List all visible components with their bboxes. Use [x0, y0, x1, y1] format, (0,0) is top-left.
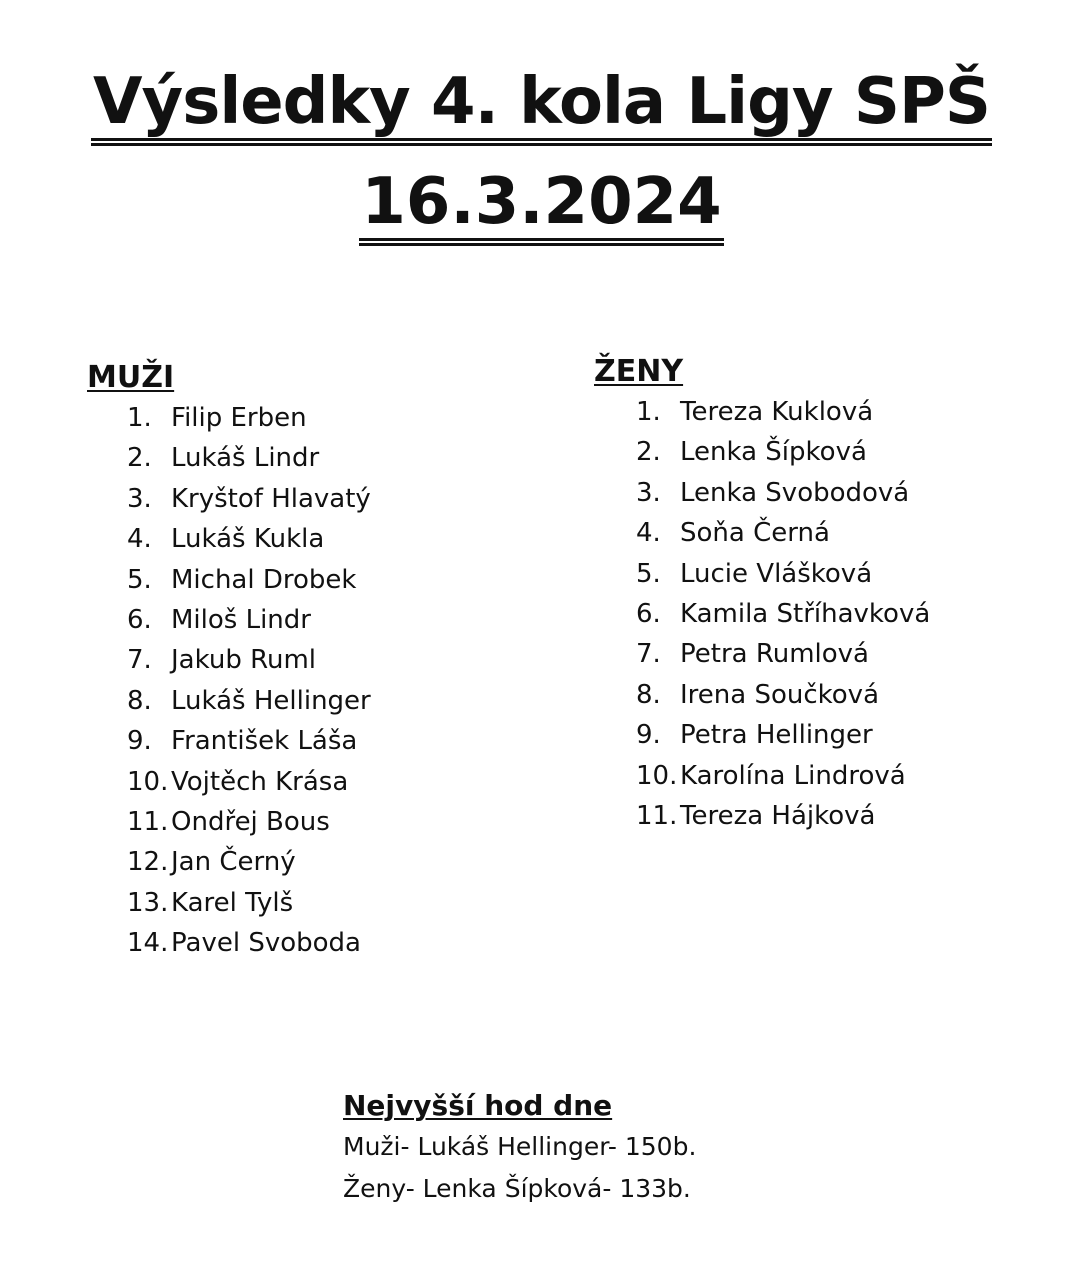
result-rank: 3. [127, 483, 152, 514]
result-name: Jakub Ruml [171, 645, 317, 676]
result-rank: 1. [127, 403, 152, 433]
document-title-text: Výsledky 4. kola Ligy SPŠ [91, 70, 992, 146]
result-rank: 9. [127, 726, 152, 757]
result-name: Lukáš Hellinger [171, 685, 371, 716]
result-rank: 10. [127, 766, 169, 797]
document-date-text: 16.3.2024 [359, 170, 723, 246]
result-name: Miloš Lindr [171, 604, 311, 635]
list-item [636, 432, 930, 472]
result-rank: 3. [636, 477, 661, 508]
list-item [127, 398, 371, 438]
men-heading: MUŽI [87, 360, 175, 395]
result-rank: 8. [636, 679, 661, 710]
list-item [636, 392, 930, 432]
result-name: Tereza Kuklová [680, 397, 874, 427]
highest-throw-men: Muži- Lukáš Hellinger- 150b. [343, 1132, 697, 1161]
result-rank: 5. [636, 558, 661, 589]
list-item [127, 519, 371, 559]
result-name: Petra Rumlová [680, 639, 869, 670]
list-item [127, 802, 371, 842]
women-results-list [636, 392, 930, 836]
result-rank: 13. [127, 887, 169, 918]
list-item [127, 438, 371, 478]
list-item [636, 594, 930, 634]
result-name: Soňa Černá [680, 518, 830, 549]
result-rank: 4. [636, 518, 661, 549]
result-name: Karel Tylš [171, 887, 294, 918]
list-item [127, 883, 371, 923]
result-name: Tereza Hájková [680, 800, 876, 831]
list-item [636, 473, 930, 513]
result-rank: 2. [127, 443, 152, 474]
result-rank: 1. [636, 397, 661, 427]
result-rank: 14. [127, 928, 169, 959]
list-item [127, 560, 371, 600]
list-item [636, 554, 930, 594]
result-name: František Láša [171, 726, 358, 757]
men-results-section [87, 352, 371, 963]
result-name: Lucie Vlášková [680, 558, 873, 589]
result-name: Kryštof Hlavatý [171, 483, 371, 514]
result-name: Lukáš Lindr [171, 443, 320, 474]
result-rank: 2. [636, 437, 661, 468]
result-name: Filip Erben [171, 403, 307, 433]
result-rank: 4. [127, 524, 152, 555]
result-rank: 6. [636, 598, 661, 629]
list-item [127, 762, 371, 802]
result-name: Ondřej Bous [171, 806, 330, 837]
list-item [636, 634, 930, 674]
list-item [636, 513, 930, 553]
result-rank: 10. [636, 760, 678, 791]
list-item [127, 923, 371, 963]
result-name: Lukáš Kukla [171, 524, 325, 555]
result-rank: 8. [127, 685, 152, 716]
list-item [127, 640, 371, 680]
result-name: Kamila Stříhavková [680, 598, 931, 629]
list-item [127, 479, 371, 519]
result-rank: 11. [636, 800, 678, 831]
document-date [0, 165, 1083, 246]
result-rank: 7. [127, 645, 152, 676]
result-name: Jan Černý [171, 847, 296, 878]
result-rank: 11. [127, 806, 169, 837]
women-heading: ŽENY [594, 354, 684, 389]
result-rank: 12. [127, 847, 169, 878]
result-name: Karolína Lindrová [680, 760, 906, 791]
list-item [127, 600, 371, 640]
list-item [127, 721, 371, 761]
list-item [636, 715, 930, 755]
result-rank: 7. [636, 639, 661, 670]
list-item [636, 796, 930, 836]
result-name: Pavel Svoboda [171, 928, 361, 959]
list-item [127, 681, 371, 721]
result-name: Petra Hellinger [680, 720, 873, 751]
highest-throw-section [343, 1086, 696, 1210]
document-title [0, 65, 1083, 146]
result-rank: 9. [636, 720, 661, 751]
list-item [636, 756, 930, 796]
result-name: Irena Součková [680, 679, 879, 710]
list-item [636, 675, 930, 715]
result-name: Lenka Svobodová [680, 477, 910, 508]
men-results-list [127, 398, 371, 963]
women-results-section [594, 352, 930, 836]
highest-throw-women: Ženy- Lenka Šípková- 133b. [343, 1174, 691, 1203]
result-rank: 6. [127, 604, 152, 635]
result-name: Vojtěch Krása [171, 766, 349, 797]
result-rank: 5. [127, 564, 152, 595]
result-name: Michal Drobek [171, 564, 357, 595]
highest-throw-heading: Nejvyšší hod dne [343, 1089, 613, 1122]
result-name: Lenka Šípková [680, 437, 867, 468]
list-item [127, 842, 371, 882]
